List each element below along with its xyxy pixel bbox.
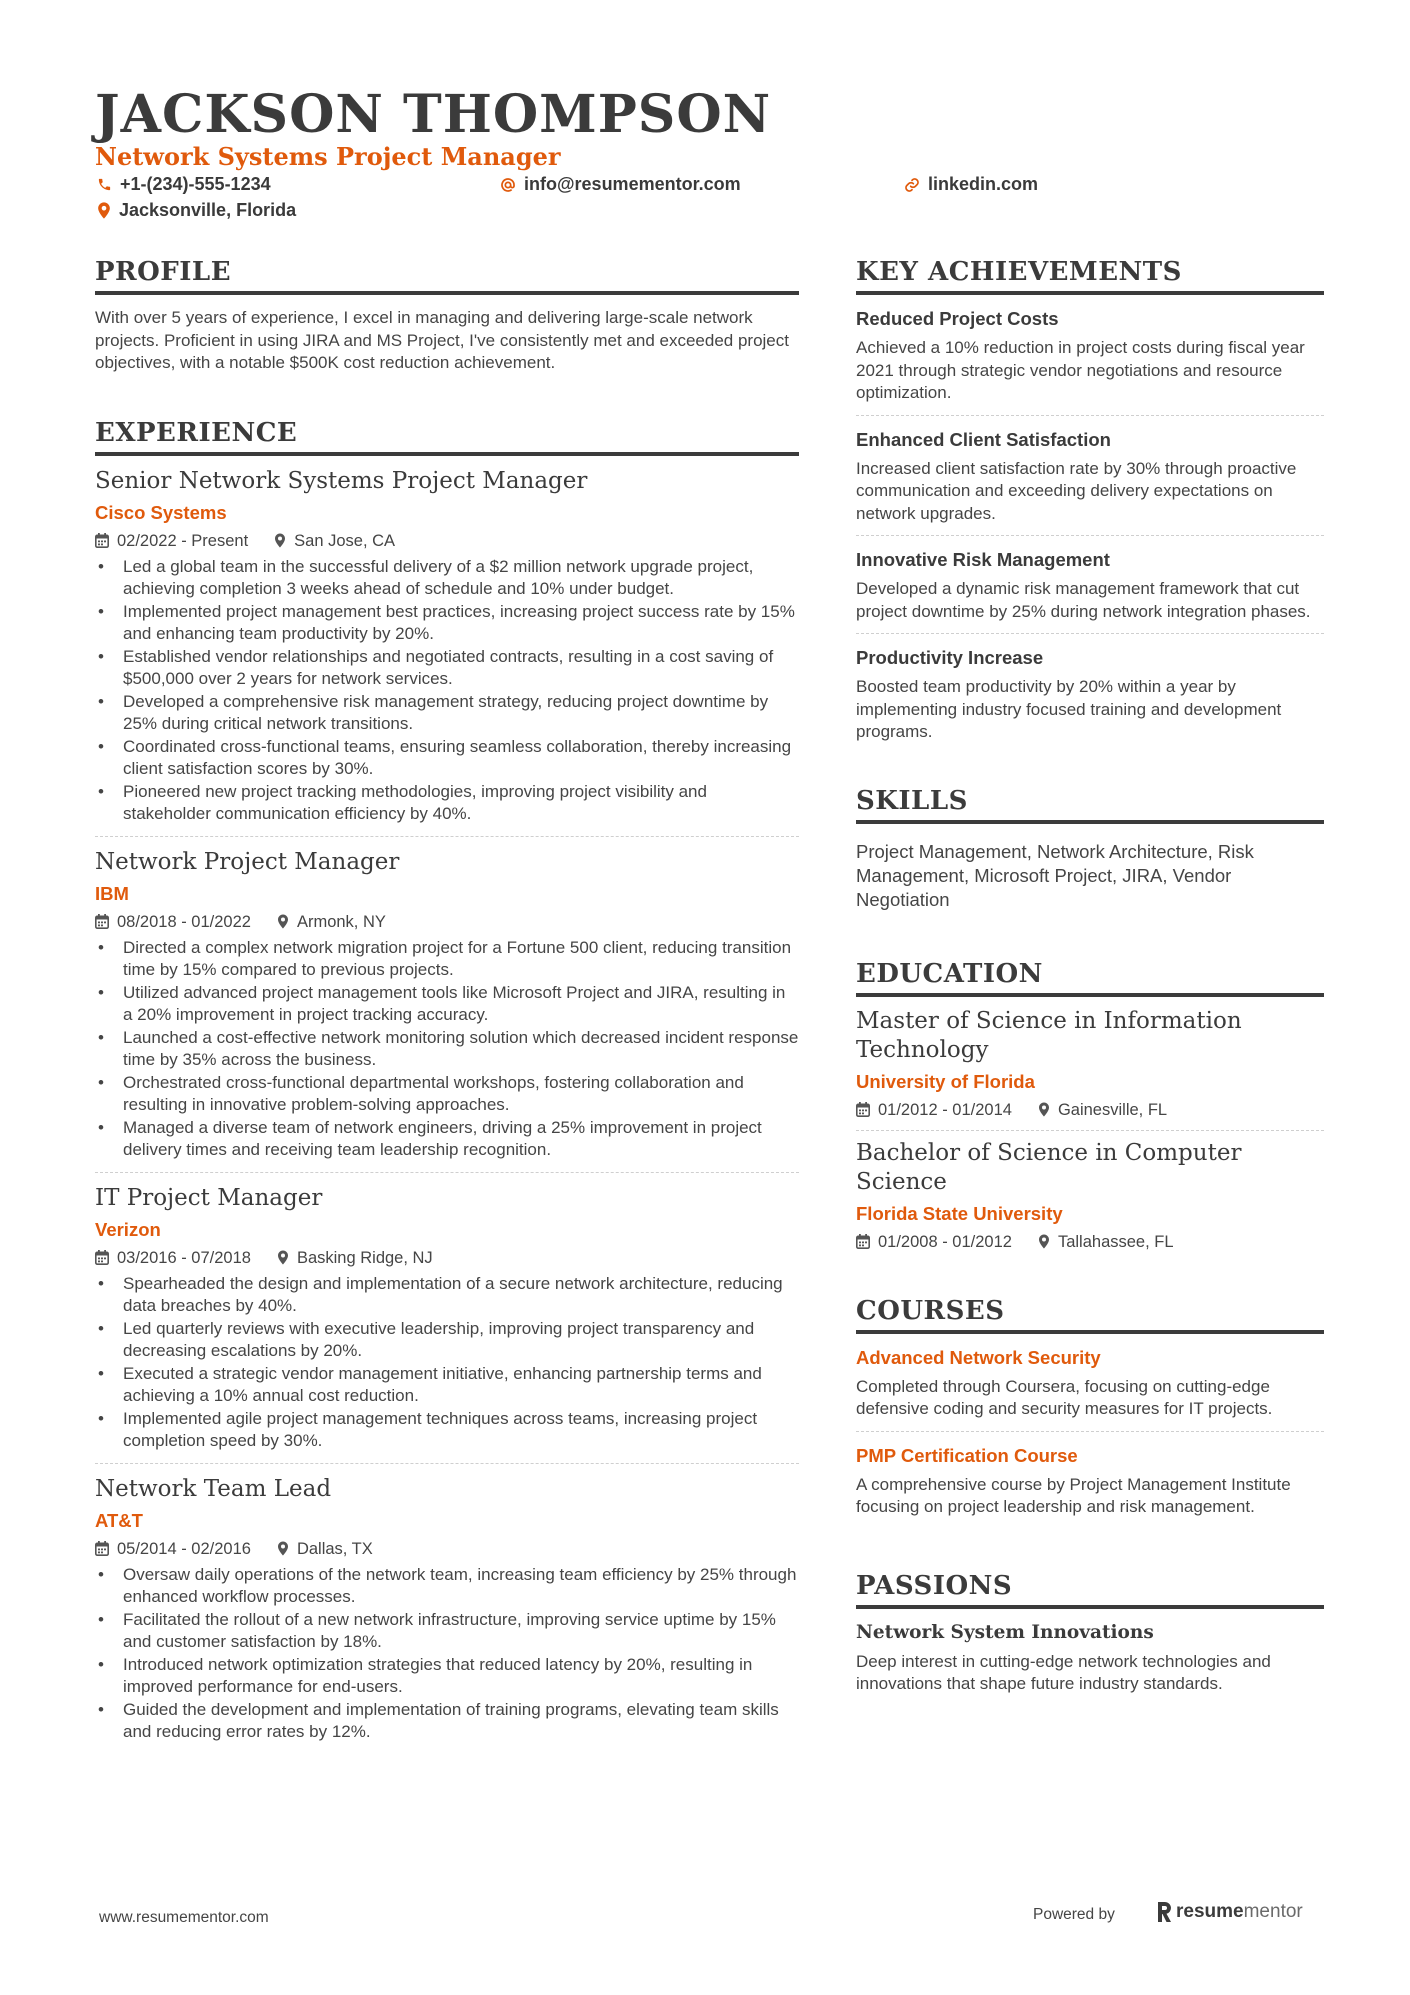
education-heading: EDUCATION xyxy=(856,959,1324,997)
skills-text: Project Management, Network Architecture, Risk Management, Microsoft Project, JIRA, Vendor Negotiation xyxy=(856,840,1254,910)
achievements-heading: KEY ACHIEVEMENTS xyxy=(856,257,1324,295)
location-pin-icon xyxy=(277,1541,289,1556)
job-location xyxy=(277,912,386,932)
job-bullet: • Spearheaded the design and implementation of a secure network architecture, reducing data breaches by 40%. xyxy=(95,1273,799,1318)
courses-list xyxy=(856,1334,1324,1529)
school-name: Florida State University xyxy=(856,1202,1063,1224)
link-icon xyxy=(904,177,920,193)
achievement-title: Innovative Risk Management xyxy=(856,549,1110,570)
achievement-text: Boosted team productivity by 20% within a year by implementing industry focused training and development programs. xyxy=(856,677,1282,741)
location-pin-icon xyxy=(274,533,286,548)
job-bullets xyxy=(95,556,799,826)
location-text: Jacksonville, Florida xyxy=(119,200,297,220)
at-icon xyxy=(500,177,516,193)
job-entry xyxy=(95,847,799,1173)
linkedin-text[interactable]: linkedin.com xyxy=(928,174,1039,194)
calendar-icon xyxy=(95,533,109,548)
passion-item xyxy=(856,1609,1324,1696)
job-location-text: San Jose, CA xyxy=(294,531,396,550)
job-dates-text: 02/2022 - Present xyxy=(117,531,249,550)
course-text: Completed through Coursera, focusing on cutting-edge defensive coding and security measures for IT projects. xyxy=(856,1376,1273,1418)
course-item xyxy=(856,1334,1324,1431)
calendar-icon xyxy=(95,914,109,929)
contact-phone xyxy=(97,174,271,195)
job-bullet: • Launched a cost-effective network monitoring solution which decreased incident response time by 35% across the business. xyxy=(95,1027,799,1072)
education-item xyxy=(856,1131,1324,1252)
job-meta xyxy=(95,531,799,551)
courses-heading: COURSES xyxy=(856,1296,1324,1334)
job-bullet: • Managed a diverse team of network engineers, driving a 25% improvement in project delivery times and receiving team leadership recognition. xyxy=(95,1117,799,1162)
achievement-item xyxy=(856,633,1324,754)
email-text[interactable]: info@resumementor.com xyxy=(524,174,741,194)
job-bullet: • Facilitated the rollout of a new network infrastructure, improving service uptime by 15% and customer satisfaction by 18%. xyxy=(95,1609,799,1654)
achievements-list xyxy=(856,295,1324,754)
job-bullet: • Guided the development and implementation of training programs, elevating team skills and reducing error rates by 12%. xyxy=(95,1699,799,1744)
job-dates xyxy=(95,531,248,551)
education-list xyxy=(856,997,1324,1252)
achievement-text: Increased client satisfaction rate by 30% through proactive communication and exceeding delivery expectations on network upgrades. xyxy=(856,458,1297,523)
job-location xyxy=(274,531,395,551)
contact-linkedin[interactable] xyxy=(904,174,1038,195)
achievement-text: Achieved a 10% reduction in project costs during fiscal year 2021 through strategic vendor negotiations and resource optimization. xyxy=(856,338,1305,402)
job-company: AT&T xyxy=(95,1509,143,1531)
job-bullets xyxy=(95,1564,799,1744)
education-dates xyxy=(856,1232,1012,1252)
job-bullet: • Oversaw daily operations of the network team, increasing team efficiency by 25% through enhanced workflow processes. xyxy=(95,1564,799,1609)
job-location xyxy=(277,1248,433,1268)
resumementor-logo-icon xyxy=(1156,1902,1172,1922)
job-divider xyxy=(95,1463,799,1464)
passions-heading: PASSIONS xyxy=(856,1571,1324,1609)
job-dates xyxy=(95,1248,251,1268)
experience-heading: EXPERIENCE xyxy=(95,418,799,456)
job-company: Cisco Systems xyxy=(95,501,227,523)
job-location-text: Basking Ridge, NJ xyxy=(296,1248,433,1267)
job-entry xyxy=(95,1183,799,1464)
profile-heading: PROFILE xyxy=(95,257,799,295)
course-title: Advanced Network Security xyxy=(856,1346,1101,1368)
job-divider xyxy=(95,836,799,837)
candidate-name: JACKSON THOMPSON xyxy=(95,84,772,145)
job-title: Senior Network Systems Project Manager xyxy=(95,467,588,494)
job-title: Network Team Lead xyxy=(95,1475,332,1502)
education-meta xyxy=(856,1232,1324,1252)
phone-icon xyxy=(97,177,112,192)
job-bullet: • Established vendor relationships and negotiated contracts, resulting in a cost saving of $500,000 over 2 years for network services. xyxy=(95,646,799,691)
achievement-title: Enhanced Client Satisfaction xyxy=(856,428,1111,450)
location-pin-icon xyxy=(97,202,111,219)
job-company: Verizon xyxy=(95,1218,161,1240)
achievement-item xyxy=(856,295,1324,415)
education-location xyxy=(1038,1232,1174,1252)
job-bullet: • Implemented project management best practices, increasing project success rate by 15% and enhancing team productivity by 20%. xyxy=(95,601,799,646)
job-entry xyxy=(95,1474,799,1744)
job-bullet: • Pioneered new project tracking methodologies, improving project visibility and stakeholder communication efficiency by 40%. xyxy=(95,781,799,826)
job-bullets xyxy=(95,937,799,1162)
job-bullet: • Implemented agile project management techniques across teams, increasing project completion speed by 30%. xyxy=(95,1408,799,1453)
achievement-title: Reduced Project Costs xyxy=(856,308,1059,329)
left-column xyxy=(95,257,799,1744)
achievement-item xyxy=(856,415,1324,536)
achievement-item xyxy=(856,535,1324,633)
education-location-text: Gainesville, FL xyxy=(1057,1100,1168,1119)
job-bullet: • Utilized advanced project management tools like Microsoft Project and JIRA, resulting in a 20% improvement in project tracking accuracy. xyxy=(95,982,799,1027)
job-meta xyxy=(95,912,799,932)
footer-brand-logo[interactable] xyxy=(1156,1901,1303,1923)
achievement-title: Productivity Increase xyxy=(856,647,1044,668)
school-name: University of Florida xyxy=(856,1070,1035,1092)
experience-list xyxy=(95,466,799,1744)
education-location xyxy=(1038,1100,1167,1120)
degree-title: Master of Science in Information Technology xyxy=(856,1007,1242,1063)
calendar-icon xyxy=(856,1234,870,1249)
contact-email[interactable] xyxy=(500,174,741,195)
passion-title: Network System Innovations xyxy=(856,1621,1154,1643)
calendar-icon xyxy=(856,1102,870,1117)
profile-summary: With over 5 years of experience, I excel in managing and delivering large-scale network projects. Proficient in using JIRA and MS Project, I've consistently met and exceeded project objectives, with a notable $500K cost reduction achievement. xyxy=(95,308,789,372)
job-location xyxy=(277,1539,373,1559)
calendar-icon xyxy=(95,1250,109,1265)
job-bullet: • Directed a complex network migration project for a Fortune 500 client, reducing transition time by 15% compared to previous projects. xyxy=(95,937,799,982)
job-bullet: • Led quarterly reviews with executive leadership, improving project transparency and decreasing escalations by 20%. xyxy=(95,1318,799,1363)
job-bullets xyxy=(95,1273,799,1453)
contact-location xyxy=(97,200,296,221)
job-bullet: • Led a global team in the successful delivery of a $2 million network upgrade project, achieving completion 3 weeks ahead of schedule and 10% under budget. xyxy=(95,556,799,601)
right-column xyxy=(856,257,1324,1696)
course-title: PMP Certification Course xyxy=(856,1444,1078,1466)
education-dates-text: 01/2012 - 01/2014 xyxy=(878,1100,1012,1119)
job-location-text: Dallas, TX xyxy=(296,1539,373,1558)
job-bullet: • Orchestrated cross-functional departmental workshops, fostering collaboration and resulting in innovative problem-solving approaches. xyxy=(95,1072,799,1117)
course-item xyxy=(856,1431,1324,1529)
education-dates xyxy=(856,1100,1012,1120)
education-item xyxy=(856,997,1324,1131)
course-text: A comprehensive course by Project Management Institute focusing on project leadership and risk management. xyxy=(856,1474,1291,1516)
job-bullet: • Introduced network optimization strategies that reduced latency by 20%, resulting in improved performance for end-users. xyxy=(95,1654,799,1699)
location-pin-icon xyxy=(1038,1102,1050,1117)
job-dates xyxy=(95,1539,251,1559)
job-location-text: Armonk, NY xyxy=(296,912,386,931)
footer-website[interactable]: www.resumementor.com xyxy=(99,1909,269,1926)
brand-light-text: mentor xyxy=(1243,1901,1303,1922)
job-company: IBM xyxy=(95,882,129,904)
job-dates xyxy=(95,912,251,932)
passion-text: Deep interest in cutting-edge network technologies and innovations that shape future industry standards. xyxy=(856,1651,1271,1693)
location-pin-icon xyxy=(277,914,289,929)
job-title: IT Project Manager xyxy=(95,1184,323,1211)
brand-bold-text: resume xyxy=(1176,1901,1244,1922)
job-dates-text: 08/2018 - 01/2022 xyxy=(117,912,251,931)
education-meta xyxy=(856,1100,1324,1120)
education-location-text: Tallahassee, FL xyxy=(1057,1232,1174,1251)
job-bullet: • Developed a comprehensive risk management strategy, reducing project downtime by 25% during critical network transitions. xyxy=(95,691,799,736)
location-pin-icon xyxy=(277,1250,289,1265)
job-meta xyxy=(95,1539,799,1559)
skills-heading: SKILLS xyxy=(856,786,1324,824)
calendar-icon xyxy=(95,1541,109,1556)
job-dates-text: 05/2014 - 02/2016 xyxy=(117,1539,251,1558)
footer-powered-by: Powered by xyxy=(1033,1906,1115,1923)
job-title: Network Project Manager xyxy=(95,848,400,875)
job-bullet: • Coordinated cross-functional teams, ensuring seamless collaboration, thereby increasing client satisfaction scores by 30%. xyxy=(95,736,799,781)
degree-title: Bachelor of Science in Computer Science xyxy=(856,1139,1242,1195)
achievement-text: Developed a dynamic risk management framework that cut project downtime by 25% during network integration phases. xyxy=(856,579,1311,621)
location-pin-icon xyxy=(1038,1234,1050,1249)
job-entry xyxy=(95,466,799,837)
candidate-title: Network Systems Project Manager xyxy=(95,142,561,171)
job-meta xyxy=(95,1248,799,1268)
job-divider xyxy=(95,1172,799,1173)
job-dates-text: 03/2016 - 07/2018 xyxy=(117,1248,251,1267)
job-bullet: • Executed a strategic vendor management initiative, enhancing partnership terms and achieving a 10% annual cost reduction. xyxy=(95,1363,799,1408)
phone-text: +1-(234)-555-1234 xyxy=(120,174,271,194)
education-dates-text: 01/2008 - 01/2012 xyxy=(878,1232,1012,1251)
